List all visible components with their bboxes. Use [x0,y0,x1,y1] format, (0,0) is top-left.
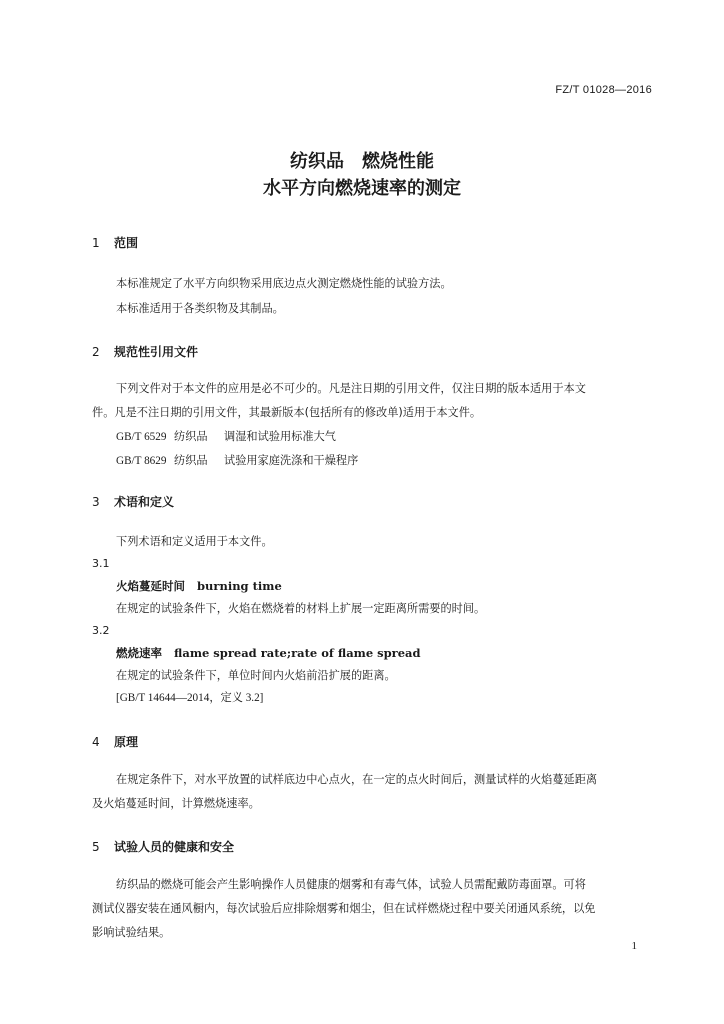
section-1-heading [92,234,138,251]
section-4-heading [92,733,138,750]
section-number: 4 [92,735,100,749]
section-5-heading [92,838,234,855]
title-line-2: 水平方向燃烧速率的测定 [263,178,461,199]
term-3-1 [116,578,282,594]
section-number: 1 [92,236,100,250]
reference-title: 试验用家庭洗涤和干燥程序 [224,454,359,467]
section-5-paragraph-line-2: 测试仪器安装在通风橱内，每次试验后应排除烟雾和烟尘，但在试样燃烧过程中要关闭通风系统，以免 [92,902,596,915]
section-title: 原理 [114,735,139,749]
term-3-2-source: [GB/T 14644—2014，定义 3.2] [116,692,264,704]
term-3-2-definition: 在规定的试验条件下，单位时间内火焰前沿扩展的距离。 [116,669,396,682]
section-number: 2 [92,345,100,359]
section-3-intro: 下列术语和定义适用于本文件。 [116,535,273,548]
reference-item [116,449,358,473]
term-3-2 [116,645,421,661]
section-2-paragraph-line-1: 下列文件对于本文件的应用是必不可少的。凡是注日期的引用文件，仅注日期的版本适用于本文 [116,382,586,395]
reference-item [116,425,336,449]
section-title: 术语和定义 [114,495,175,509]
section-2-paragraph-line-2: 件。凡是不注日期的引用文件，其最新版本(包括所有的修改单)适用于本文件。 [92,406,482,419]
standard-code: FZ/T 01028—2016 [555,84,652,96]
reference-code: GB/T 6529 [116,431,167,443]
title-line-1: 纺织品 燃烧性能 [290,151,434,172]
term-zh: 燃烧速率 [116,646,162,660]
section-4-paragraph-line-2: 及火焰蔓延时间，计算燃烧速率。 [92,797,260,810]
term-zh: 火焰蔓延时间 [116,579,185,593]
section-title: 规范性引用文件 [114,345,199,359]
section-5-paragraph-line-3: 影响试验结果。 [92,926,171,939]
reference-category: 纺织品 [174,430,208,443]
section-number: 3 [92,495,100,509]
section-3-heading [92,493,174,510]
section-1-paragraph-2: 本标准适用于各类织物及其制品。 [116,302,284,315]
section-5-paragraph-line-1: 纺织品的燃烧可能会产生影响操作人员健康的烟雾和有毒气体，试验人员需配戴防毒面罩。可将 [116,878,586,891]
section-2-heading [92,343,198,360]
term-en: burning time [197,579,282,593]
reference-category: 纺织品 [174,454,208,467]
term-number: 3.1 [92,557,110,570]
reference-title: 调湿和试验用标准大气 [224,430,336,443]
section-title: 试验人员的健康和安全 [114,840,235,854]
section-1-paragraph-1: 本标准规定了水平方向织物采用底边点火测定燃烧性能的试验方法。 [116,277,452,290]
section-4-paragraph-line-1: 在规定条件下，对水平放置的试样底边中心点火，在一定的点火时间后，测量试样的火焰蔓延距离 [116,773,598,786]
term-en: flame spread rate;rate of flame spread [174,646,421,660]
reference-code: GB/T 8629 [116,455,167,467]
term-number: 3.2 [92,624,110,637]
term-3-1-definition: 在规定的试验条件下，火焰在燃烧着的材料上扩展一定距离所需要的时间。 [116,602,486,615]
section-title: 范围 [114,236,139,250]
page-number: 1 [631,940,637,952]
section-number: 5 [92,840,100,854]
